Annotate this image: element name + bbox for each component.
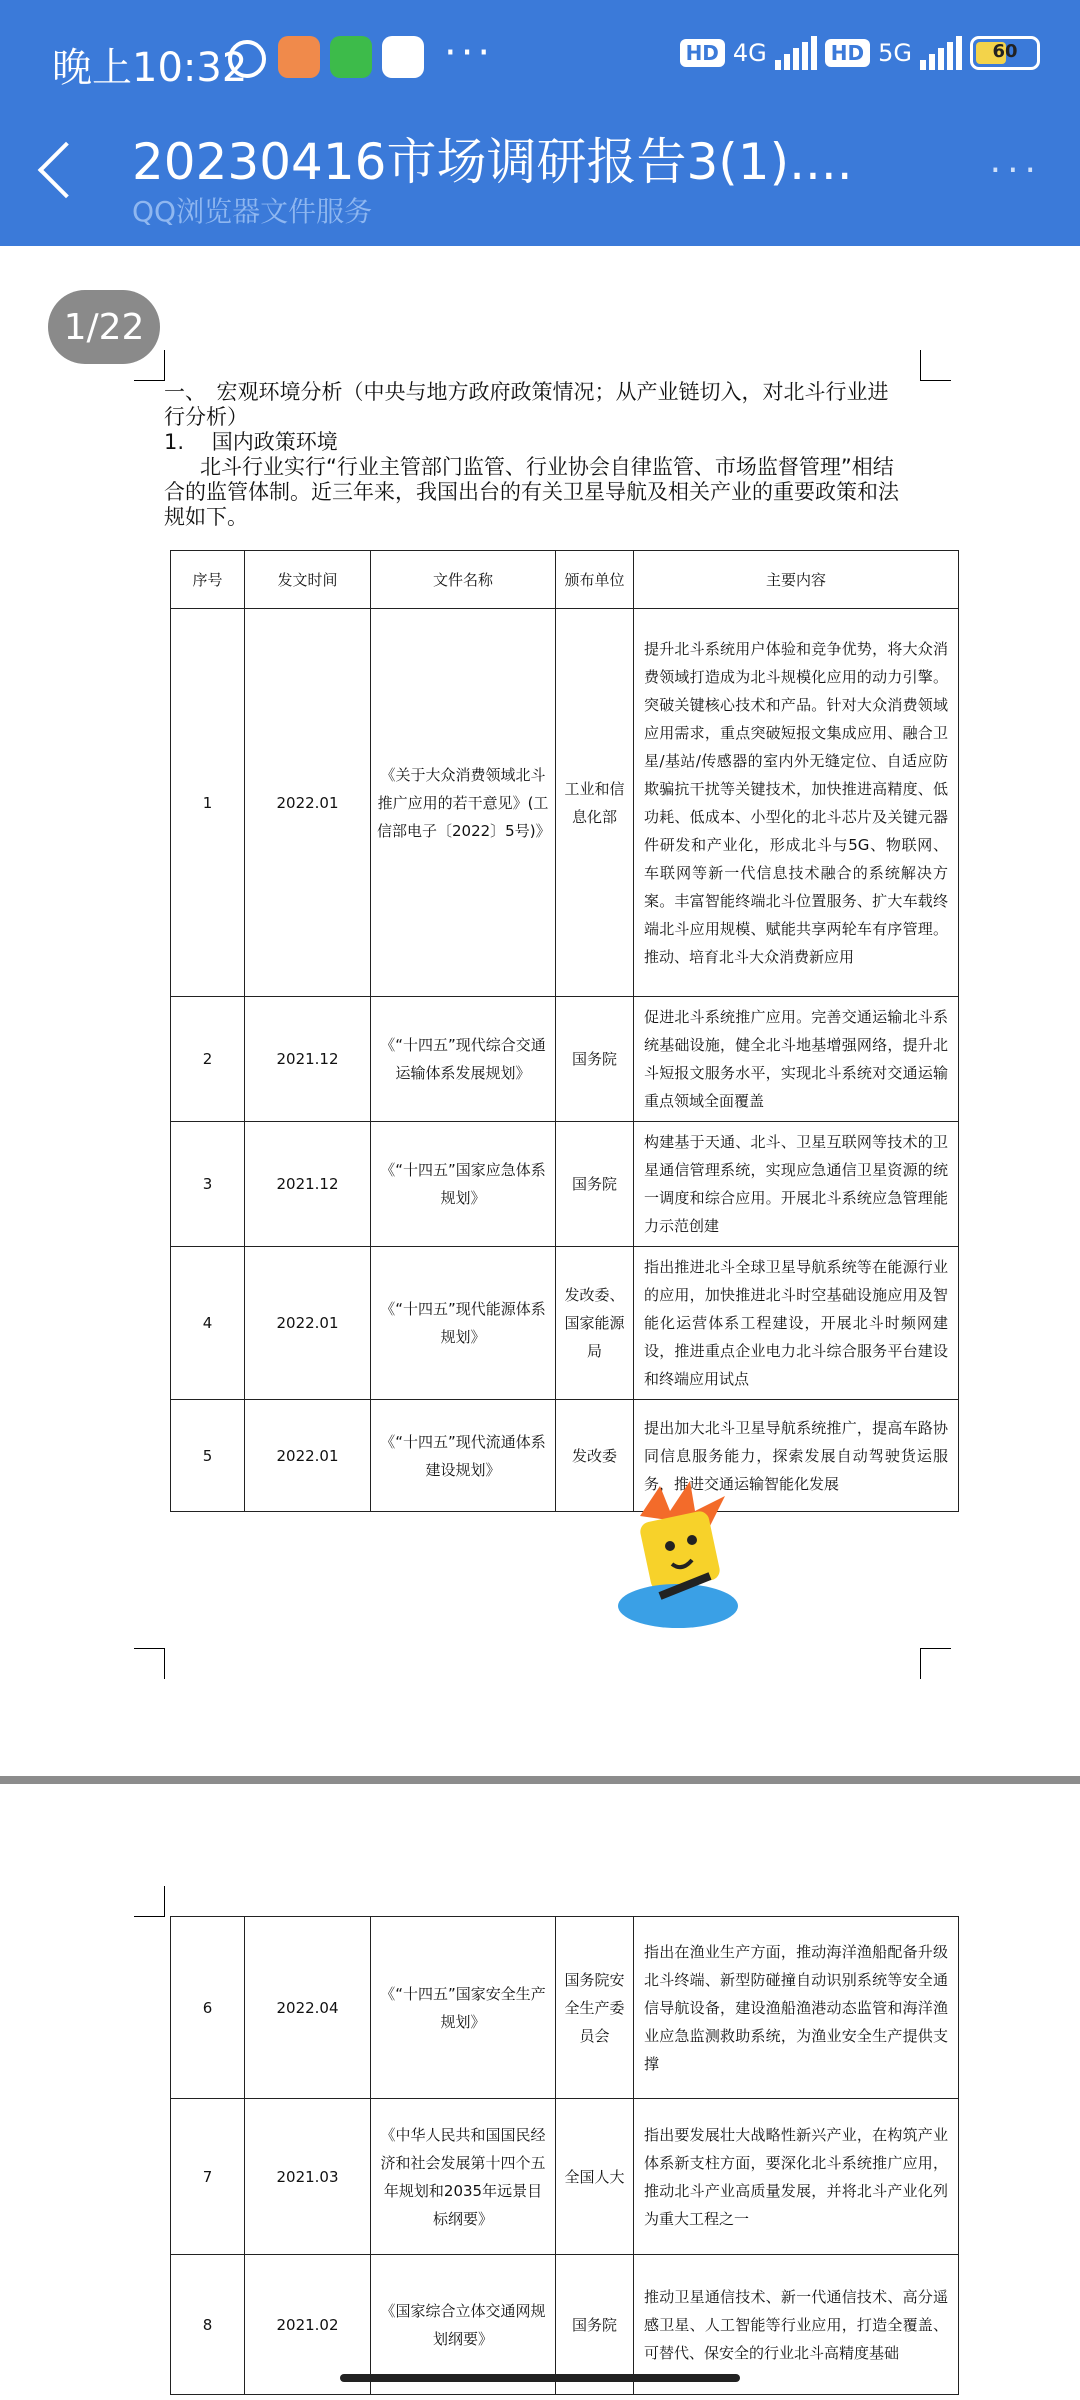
document-source-subtitle: QQ浏览器文件服务 bbox=[132, 195, 373, 228]
row-date: 2021.03 bbox=[245, 2099, 371, 2255]
table-header-cell: 文件名称 bbox=[371, 551, 556, 609]
table-header-cell: 颁布单位 bbox=[556, 551, 634, 609]
row-date: 2021.02 bbox=[245, 2255, 371, 2395]
status-time: 晚上10:32 bbox=[52, 45, 248, 91]
row-number: 4 bbox=[171, 1247, 245, 1400]
paragraph-line: 北斗行业实行“行业主管部门监管、行业协会自律监管、市场监督管理”相结 bbox=[200, 455, 894, 479]
taobao-app-icon bbox=[278, 36, 320, 78]
table-row bbox=[171, 2099, 959, 2255]
row-issuer: 全国人大 bbox=[556, 2099, 634, 2255]
paragraph-line: 合的监管体制。近三年来，我国出台的有关卫星导航及相关产业的重要政策和法 bbox=[164, 480, 899, 504]
more-notifications-icon: ··· bbox=[444, 30, 495, 76]
table-row bbox=[171, 1400, 959, 1512]
page-corner-mark bbox=[920, 1648, 951, 1679]
network-4g-label: 4G bbox=[732, 39, 767, 67]
page-corner-mark bbox=[134, 1648, 165, 1679]
row-issuer: 国务院 bbox=[556, 2255, 634, 2395]
row-number: 7 bbox=[171, 2099, 245, 2255]
row-content: 构建基于天通、北斗、卫星互联网等技术的卫星通信管理系统，实现应急通信卫星资源的统一调度和综合应用。开展北斗系统应急管理能力示范创建 bbox=[634, 1122, 959, 1247]
row-content: 指出要发展壮大战略性新兴产业，在构筑产业体系新支柱方面，要深化北斗系统推广应用，推动北斗产业高质量发展，并将北斗产业化列为重大工程之一 bbox=[634, 2099, 959, 2255]
paragraph-line: 规如下。 bbox=[164, 505, 248, 529]
row-date: 2021.12 bbox=[245, 1122, 371, 1247]
row-number: 6 bbox=[171, 1917, 245, 2099]
signal-bars-icon-1 bbox=[775, 36, 817, 70]
row-document-name: 《“十四五”国家安全生产规划》 bbox=[371, 1917, 556, 2099]
mascot-assistant-icon[interactable] bbox=[600, 1476, 760, 1636]
row-document-name: 《“十四五”现代能源体系规划》 bbox=[371, 1247, 556, 1400]
row-issuer: 发改委 bbox=[556, 1400, 634, 1512]
row-document-name: 《国家综合立体交通网规划纲要》 bbox=[371, 2255, 556, 2395]
row-number: 1 bbox=[171, 609, 245, 997]
page-indicator: 1/22 bbox=[48, 290, 160, 364]
section-heading-continued: 行分析） bbox=[164, 405, 248, 429]
policy-table-continued bbox=[170, 1916, 959, 2395]
alarm-icon bbox=[228, 40, 266, 78]
battery-icon bbox=[970, 36, 1040, 70]
document-body bbox=[164, 380, 944, 530]
row-issuer: 发改委、国家能源局 bbox=[556, 1247, 634, 1400]
row-number: 8 bbox=[171, 2255, 245, 2395]
network-5g-label: 5G bbox=[878, 39, 912, 67]
battery-level: 60 bbox=[992, 41, 1018, 62]
row-number: 2 bbox=[171, 997, 245, 1122]
row-content: 促进北斗系统推广应用。完善交通运输北斗系统基础设施，健全北斗地基增强网络，提升北斗短报文服务水平，实现北斗系统对交通运输重点领域全面覆盖 bbox=[634, 997, 959, 1122]
row-document-name: 《中华人民共和国国民经济和社会发展第十四个五年规划和2035年远景目标纲要》 bbox=[371, 2099, 556, 2255]
app-header bbox=[0, 0, 1080, 246]
row-content: 推动卫星通信技术、新一代通信技术、高分遥感卫星、人工智能等行业应用，打造全覆盖、可替代、保安全的行业北斗高精度基础 bbox=[634, 2255, 959, 2395]
table-row bbox=[171, 609, 959, 997]
more-options-button[interactable]: ··· bbox=[989, 150, 1042, 191]
back-arrow-icon[interactable] bbox=[38, 142, 95, 199]
hd-badge-1: HD bbox=[680, 39, 725, 67]
subsection-heading: 1. 国内政策环境 bbox=[164, 430, 338, 454]
table-header-row bbox=[171, 551, 959, 609]
page-separator bbox=[0, 1776, 1080, 1784]
home-indicator[interactable] bbox=[340, 2374, 740, 2382]
row-date: 2022.01 bbox=[245, 609, 371, 997]
row-document-name: 《关于大众消费领域北斗推广应用的若干意见》(工信部电子〔2022〕5号)》 bbox=[371, 609, 556, 997]
row-date: 2022.01 bbox=[245, 1247, 371, 1400]
row-date: 2022.01 bbox=[245, 1400, 371, 1512]
hd-badge-2: HD bbox=[825, 39, 870, 67]
table-row bbox=[171, 1247, 959, 1400]
row-content: 指出推进北斗全球卫星导航系统等在能源行业的应用，加快推进北斗时空基础设施应用及智能化运营体系工程建设，开展北斗时频网建设，推进重点企业电力北斗综合服务平台建设和终端应用试点 bbox=[634, 1247, 959, 1400]
document-page-2 bbox=[0, 1784, 1080, 2400]
row-number: 3 bbox=[171, 1122, 245, 1247]
row-date: 2021.12 bbox=[245, 997, 371, 1122]
row-issuer: 工业和信息化部 bbox=[556, 609, 634, 997]
table-header-cell: 主要内容 bbox=[634, 551, 959, 609]
row-issuer: 国务院 bbox=[556, 1122, 634, 1247]
table-header-cell: 序号 bbox=[171, 551, 245, 609]
status-right-group bbox=[680, 36, 1040, 70]
row-content: 提出加大北斗卫星导航系统推广，提高车路协同信息服务能力，探索发展自动驾驶货运服务，推进交通运输智能化发展 bbox=[634, 1400, 959, 1512]
status-bar bbox=[0, 0, 1080, 120]
policy-table bbox=[170, 550, 959, 1512]
row-document-name: 《“十四五”国家应急体系规划》 bbox=[371, 1122, 556, 1247]
table-row bbox=[171, 997, 959, 1122]
document-title: 20230416市场调研报告3(1).... bbox=[132, 133, 853, 191]
row-document-name: 《“十四五”现代流通体系建设规划》 bbox=[371, 1400, 556, 1512]
table-row bbox=[171, 1917, 959, 2099]
signal-bars-icon-2 bbox=[920, 36, 962, 70]
wechat-app-icon bbox=[330, 36, 372, 78]
row-date: 2022.04 bbox=[245, 1917, 371, 2099]
document-page-1 bbox=[0, 246, 1080, 1776]
row-content: 提升北斗系统用户体验和竞争优势，将大众消费领域打造成为北斗规模化应用的动力引擎。突破关键核心技术和产品。针对大众消费领域应用需求，重点突破短报文集成应用、融合卫星/基站/传感器的室内外无缝定位、自适应防欺骗抗干扰等关键技术，加快推进高精度、低功耗、低成本、小型化的北斗芯片及关键元器件研发和产业化，形成北斗与5G、物联网、车联网等新一代信息技术融合的系统解决方案。丰富智能终端北斗位置服务、扩大车载终端北斗应用规模、赋能共享两轮车有序管理。推动、培育北斗大众消费新应用 bbox=[634, 609, 959, 997]
row-issuer: 国务院安全生产委员会 bbox=[556, 1917, 634, 2099]
page-corner-mark bbox=[920, 350, 951, 381]
section-heading: 一、 宏观环境分析（中央与地方政府政策情况；从产业链切入，对北斗行业进 bbox=[164, 380, 889, 404]
table-row bbox=[171, 1122, 959, 1247]
qq-message-app-icon bbox=[382, 36, 424, 78]
row-number: 5 bbox=[171, 1400, 245, 1512]
row-content: 指出在渔业生产方面，推动海洋渔船配备升级北斗终端、新型防碰撞自动识别系统等安全通信导航设备，建设渔船渔港动态监管和海洋渔业应急监测救助系统，为渔业安全生产提供支撑 bbox=[634, 1917, 959, 2099]
table-header-cell: 发文时间 bbox=[245, 551, 371, 609]
row-document-name: 《“十四五”现代综合交通运输体系发展规划》 bbox=[371, 997, 556, 1122]
row-issuer: 国务院 bbox=[556, 997, 634, 1122]
page-corner-mark bbox=[134, 1886, 165, 1917]
